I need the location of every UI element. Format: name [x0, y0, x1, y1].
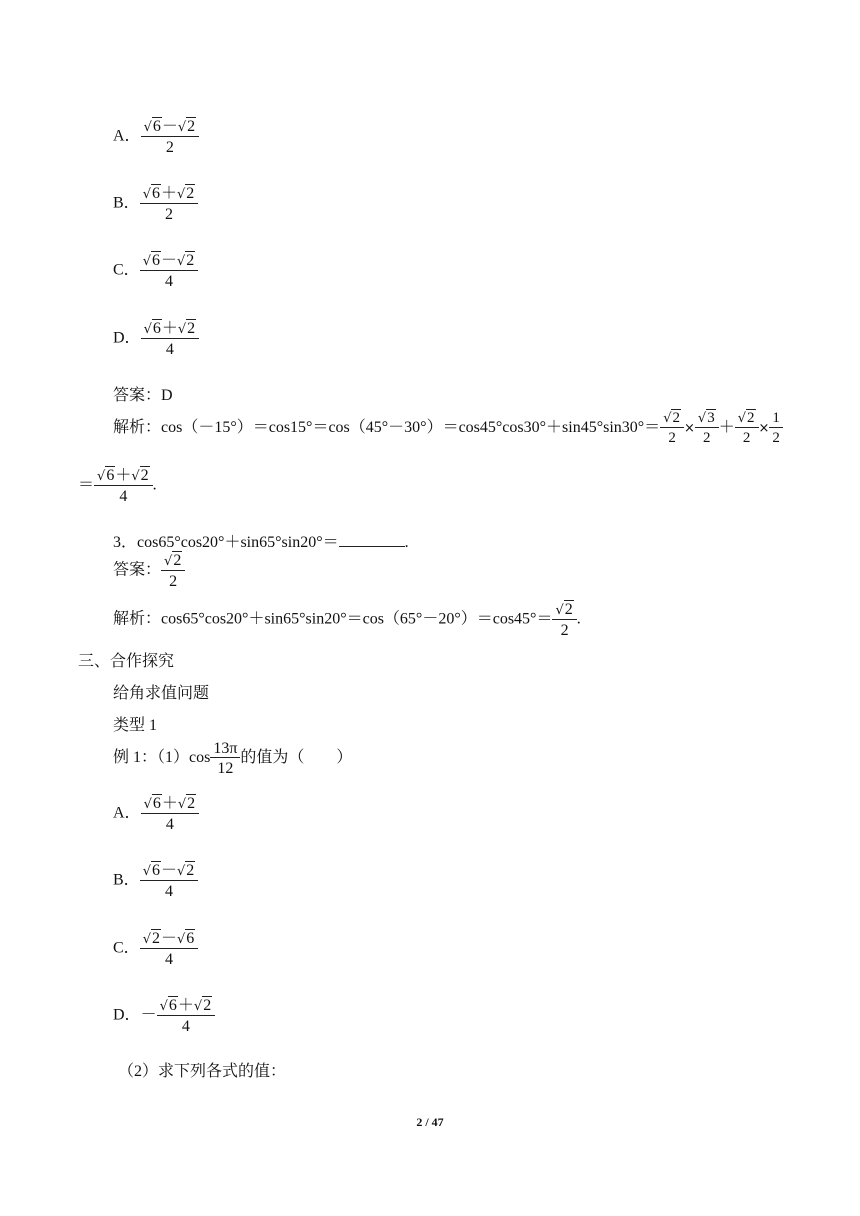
- radicand: 2: [186, 185, 195, 202]
- radicand: 6: [152, 320, 161, 337]
- operator: －: [160, 252, 177, 269]
- fraction: $\frac{√6+√2}{4}$: [157, 997, 216, 1035]
- example-1: [113, 740, 352, 777]
- analysis-text: 解析：cos（－15°）＝cos15°＝cos（45°－30°）＝cos45°cos30°＋sin45°sin30°＝: [113, 419, 661, 437]
- operator: ＋: [161, 320, 178, 337]
- radicand: 2: [187, 118, 196, 135]
- denominator: 12: [217, 760, 234, 777]
- section-title: 三、合作探究: [78, 653, 175, 670]
- denominator: 2: [742, 430, 751, 446]
- example-text: 例 1：（1）cos: [113, 749, 211, 767]
- operator: －: [161, 118, 178, 135]
- radicand: 2: [186, 862, 195, 879]
- radicand: 2: [186, 252, 195, 269]
- denominator: 2: [668, 430, 676, 446]
- denominator: 4: [164, 273, 173, 290]
- option-letter: B．: [113, 871, 140, 889]
- fraction: $\frac{√3}{2}$: [695, 410, 719, 447]
- operator: ＋: [160, 185, 177, 202]
- part-2-prompt: （2）求下列各式的值：: [118, 1063, 287, 1080]
- radicand: 2: [173, 552, 182, 569]
- operator: ＋: [115, 467, 132, 484]
- radicand: 2: [187, 320, 196, 337]
- answer-line-3: [113, 552, 185, 590]
- numerator: 1: [769, 410, 783, 428]
- radicand: 6: [186, 930, 195, 947]
- radicand: 6: [152, 795, 161, 812]
- fraction: $\frac{√6+√2}{4}$: [141, 320, 200, 358]
- period: .: [404, 534, 409, 551]
- option-letter: C．: [113, 939, 140, 957]
- denominator: 4: [164, 951, 173, 968]
- denominator: 4: [164, 883, 173, 900]
- ex1-option-c: [113, 930, 198, 968]
- analysis-line: [113, 410, 783, 447]
- ex1-option-b: [113, 862, 198, 900]
- radicand: 3: [707, 410, 715, 426]
- denominator: 2: [164, 206, 173, 223]
- fraction: $\frac{√6+√2}{4}$: [94, 467, 153, 505]
- radicand: 6: [151, 252, 160, 269]
- option-c: [113, 252, 198, 290]
- question-3: [113, 532, 409, 553]
- operator: ＋: [177, 997, 194, 1014]
- denominator: 4: [181, 1018, 190, 1035]
- plus-sign: ＋: [718, 419, 735, 437]
- option-letter: B．: [113, 194, 140, 212]
- radicand: 2: [672, 410, 680, 426]
- question-text: 3．cos65°cos20°＋sin65°sin20°＝: [113, 534, 339, 551]
- page-number: 2 / 47: [416, 1115, 444, 1129]
- answer-blank: [339, 532, 405, 547]
- radicand: 6: [168, 997, 177, 1014]
- fraction: $\frac{√6+√2}{2}$: [140, 185, 199, 223]
- operator: －: [160, 930, 177, 947]
- operator: ＋: [161, 795, 178, 812]
- operator: －: [160, 862, 177, 879]
- option-letter: A．: [113, 804, 141, 822]
- analysis-text: 解析：cos65°cos20°＋sin65°sin20°＝cos（65°－20°）＝cos45°＝: [113, 610, 553, 628]
- option-letter: C．: [113, 261, 140, 279]
- denominator: 4: [165, 341, 174, 358]
- radicand: 6: [151, 862, 160, 879]
- equals-sign: ＝: [78, 476, 95, 494]
- radicand: 2: [747, 410, 755, 426]
- analysis-result: [78, 467, 157, 505]
- fraction: $\frac{√2-√6}{4}$: [140, 930, 199, 968]
- times-sign: ×: [758, 421, 770, 437]
- example-text: 的值为（ ）: [240, 749, 353, 767]
- fraction: $\frac{√2}{2}$: [735, 410, 759, 447]
- fraction: [210, 740, 240, 777]
- radicand: 6: [152, 118, 161, 135]
- denominator: 4: [165, 816, 174, 833]
- denominator: 2: [560, 622, 569, 639]
- fraction: $\frac{√6-√2}{4}$: [140, 862, 199, 900]
- denominator: 4: [119, 488, 128, 505]
- numerator: 13π: [210, 740, 240, 758]
- radicand: 2: [564, 601, 573, 618]
- period: .: [152, 476, 157, 494]
- period: .: [576, 610, 581, 628]
- fraction: $\frac{√6-√2}{2}$: [141, 118, 200, 156]
- denominator: 2: [703, 430, 711, 446]
- fraction: [769, 410, 783, 447]
- option-letter: D．: [113, 1006, 141, 1024]
- fraction: $\frac{√2}{2}$: [660, 410, 684, 447]
- radicand: 6: [106, 467, 115, 484]
- ex1-option-a: [113, 795, 199, 833]
- denominator: 2: [165, 139, 174, 156]
- option-letter: A．: [113, 127, 141, 145]
- option-d: [113, 320, 199, 358]
- answer-label: 答案：: [113, 561, 162, 579]
- minus-sign: －: [140, 1006, 157, 1024]
- radicand: 2: [151, 930, 160, 947]
- fraction: $\frac{√2}{2}$: [552, 601, 576, 639]
- option-letter: D．: [113, 329, 141, 347]
- section-subtitle: 给角求值问题: [113, 685, 210, 702]
- analysis-line-3: [113, 601, 581, 639]
- denominator: 2: [169, 573, 178, 590]
- answer-line: 答案：D: [113, 387, 173, 404]
- ex1-option-d: [113, 997, 215, 1035]
- radicand: 2: [187, 795, 196, 812]
- radicand: 6: [151, 185, 160, 202]
- denominator: 2: [772, 430, 780, 446]
- fraction: $\frac{√6-√2}{4}$: [140, 252, 199, 290]
- type-label: 类型 1: [113, 717, 158, 734]
- fraction: $\frac{√2}{2}$: [161, 552, 185, 590]
- radicand: 2: [203, 997, 212, 1014]
- radicand: 2: [140, 467, 149, 484]
- option-a: [113, 118, 199, 156]
- times-sign: ×: [683, 421, 695, 437]
- fraction: $\frac{√6+√2}{4}$: [141, 795, 200, 833]
- option-b: [113, 185, 198, 223]
